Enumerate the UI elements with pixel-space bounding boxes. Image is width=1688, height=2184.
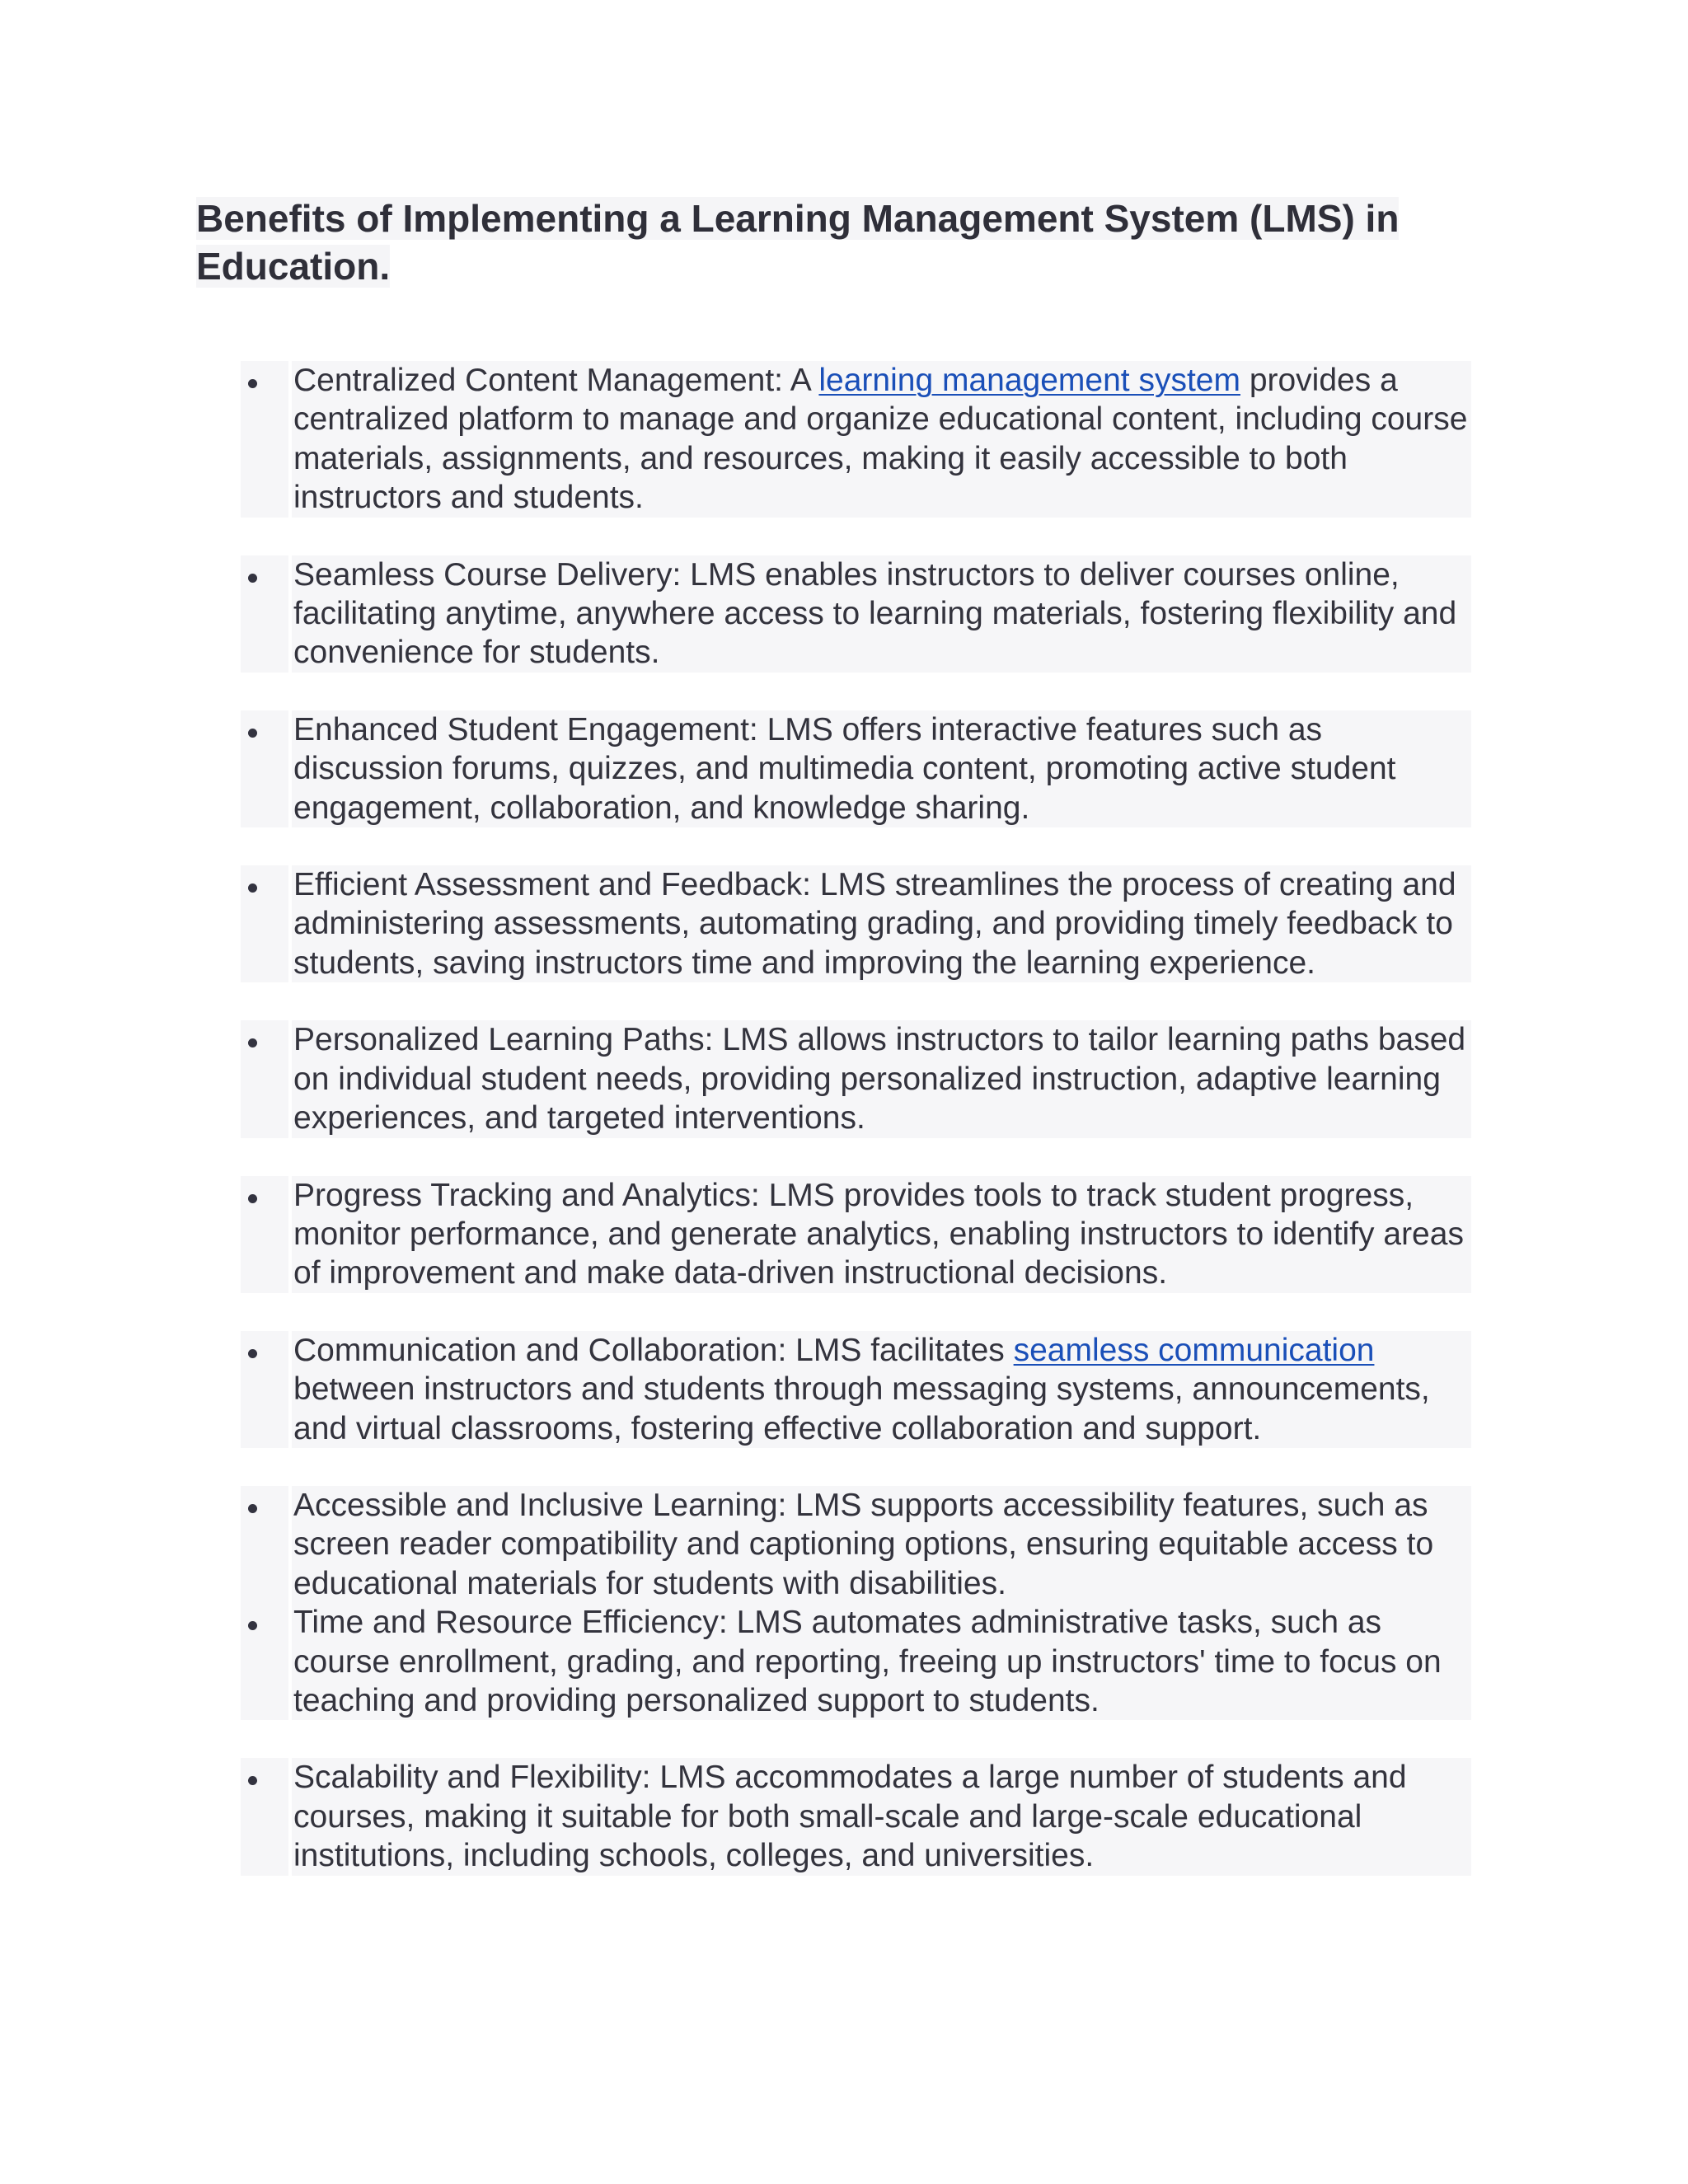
list-item-resource-efficiency: [241, 1603, 1471, 1720]
bullet-icon: [248, 379, 257, 388]
page-title: [196, 194, 1432, 290]
list-item-text-start: Communication and Collaboration: LMS facilitates: [293, 1332, 1014, 1368]
list-item-text: Efficient Assessment and Feedback: LMS streamlines the process of creating and administering assessments, automating grading, and providing timely feedback to students, saving instructors time and improving the learning experience.: [293, 867, 1456, 981]
list-item-text: Personalized Learning Paths: LMS allows instructors to tailor learning paths based on individual student needs, providing personalized instruction, adaptive learning experiences, and targeted interventions.: [293, 1022, 1466, 1137]
list-item-text: Enhanced Student Engagement: LMS offers interactive features such as discussion forums, quizzes, and multimedia content, promoting active student engagement, collaboration, and knowledge sharing.: [293, 711, 1396, 826]
learning-management-system-link[interactable]: learning management system: [818, 363, 1240, 398]
list-item-text: Accessible and Inclusive Learning: LMS supports accessibility features, such as screen reader compatibility and captioning options, ensuring equitable access to educational materials for students with disabilities.: [293, 1487, 1434, 1601]
bullet-icon: [248, 1621, 257, 1630]
bullet-icon: [248, 883, 257, 893]
list-item-progress-tracking: [241, 1176, 1471, 1293]
list-item-text-end: between instructors and students through messaging systems, announcements, and virtual classrooms, fostering effective collaboration and support.: [293, 1371, 1430, 1446]
list-item-assessment-feedback: [241, 865, 1471, 982]
list-item-text: [293, 1331, 1468, 1448]
list-item-text-start: Centralized Content Management: A: [293, 363, 819, 398]
bullet-icon: [248, 1349, 257, 1358]
list-item-student-engagement: [241, 710, 1471, 827]
bullet-icon: [248, 729, 257, 738]
list-item-text: Progress Tracking and Analytics: LMS provides tools to track student progress, monitor performance, and generate analytics, enabling instructors to identify areas of improvement and make data-driven instructional decisions.: [293, 1177, 1464, 1291]
list-item-personalized-paths: [241, 1020, 1471, 1137]
list-item-text: Scalability and Flexibility: LMS accommodates a large number of students and courses, making it suitable for both small-scale and large-scale educational institutions, including schools, colleges, and universities.: [293, 1760, 1407, 1874]
bullet-icon: [248, 574, 257, 583]
list-item-text-end: provides a centralized platform to manage and organize educational content, including course materials, assignments, and resources, making it easily accessible to both instructors and students.: [293, 363, 1468, 516]
bullet-icon: [248, 1194, 257, 1203]
list-item-communication: [241, 1331, 1471, 1448]
page-title-text: Benefits of Implementing a Learning Management System (LMS) in Education.: [196, 197, 1400, 288]
bullet-icon: [248, 1504, 257, 1513]
list-item-text: [293, 361, 1468, 518]
seamless-communication-link[interactable]: seamless communication: [1013, 1332, 1375, 1368]
bullet-icon: [248, 1038, 257, 1047]
list-item-scalability: [241, 1758, 1471, 1875]
list-item-text: Time and Resource Efficiency: LMS automates administrative tasks, such as course enrollment, grading, and reporting, freeing up instructors' time to focus on teaching and providing personalized support to students.: [293, 1605, 1442, 1718]
list-item-text: Seamless Course Delivery: LMS enables instructors to deliver courses online, facilitating anytime, anywhere access to learning materials, fostering flexibility and convenience for students.: [293, 556, 1457, 671]
list-item-centralized-content: [241, 361, 1471, 518]
list-item-seamless-delivery: [241, 555, 1471, 673]
list-item-accessible-learning: [241, 1486, 1471, 1603]
benefits-list: [241, 361, 1471, 1914]
bullet-icon: [248, 1776, 257, 1785]
